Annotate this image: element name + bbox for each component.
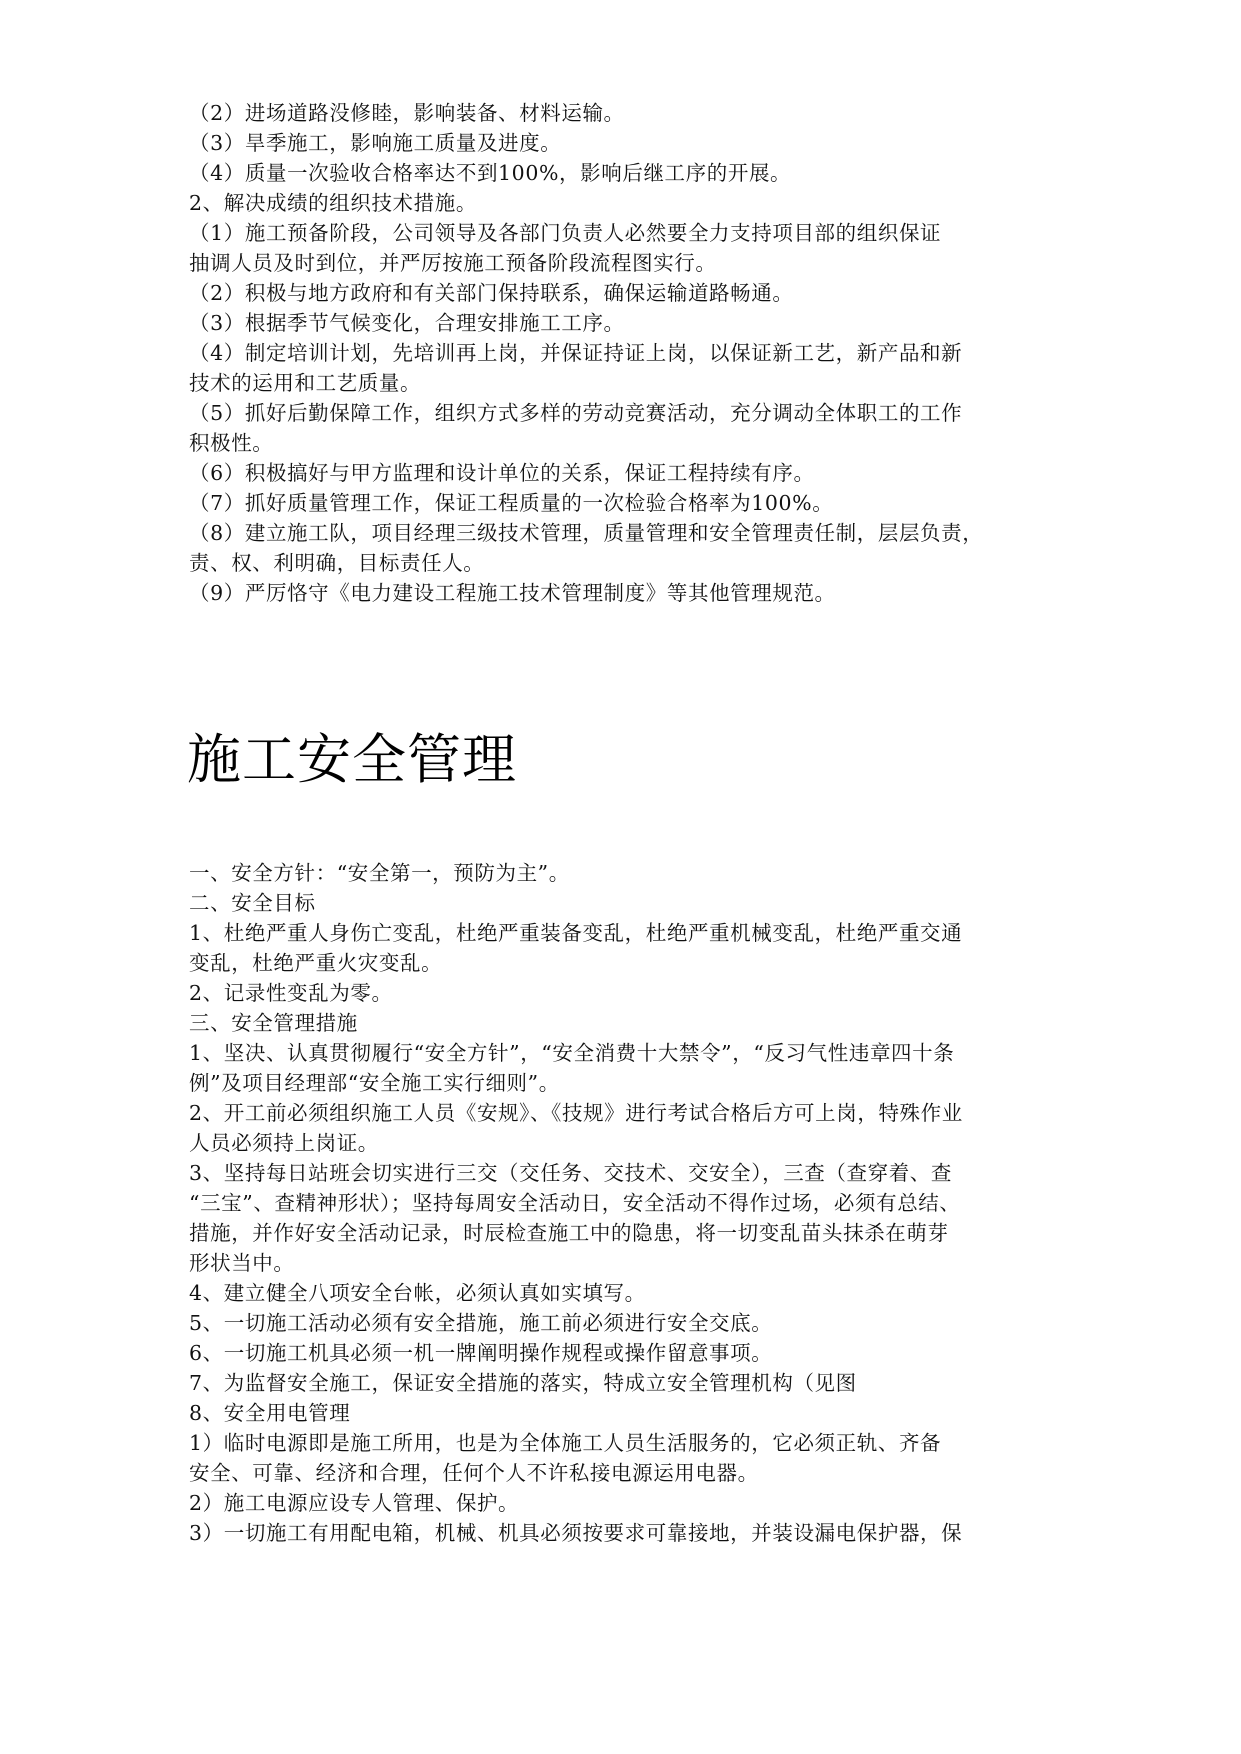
text-line: （1）施工预备阶段，公司领导及各部门负责人必然要全力支持项目部的组织保证 bbox=[189, 221, 942, 245]
text-line: （2）积极与地方政府和有关部门保持联系，确保运输道路畅通。 bbox=[189, 281, 794, 305]
text-line: 积极性。 bbox=[189, 431, 274, 455]
text-line: 6、一切施工机具必须一机一牌阐明操作规程或操作留意事项。 bbox=[189, 1341, 773, 1365]
text-line: （8）建立施工队，项目经理三级技术管理，质量管理和安全管理责任制，层层负责， bbox=[189, 521, 984, 545]
text-section-bottom bbox=[189, 858, 1069, 1548]
text-line: （5）抓好后勤保障工作，组织方式多样的劳动竞赛活动，充分调动全体职工的工作 bbox=[189, 401, 963, 425]
text-line: 措施，并作好安全活动记录，时辰检查施工中的隐患，将一切变乱苗头抹杀在萌芽 bbox=[189, 1221, 949, 1245]
text-section-top bbox=[189, 98, 1069, 608]
text-line: 技术的运用和工艺质量。 bbox=[189, 371, 422, 395]
text-line: 3、坚持每日站班会切实进行三交（交任务、交技术、交安全），三查（查穿着、查 bbox=[189, 1161, 952, 1185]
text-line: 2、开工前必须组织施工人员《安规》、《技规》进行考试合格后方可上岗，特殊作业 bbox=[189, 1101, 963, 1125]
text-line: 4、建立健全八项安全台帐，必须认真如实填写。 bbox=[189, 1281, 646, 1305]
text-line: 责、权、利明确，目标责任人。 bbox=[189, 551, 485, 575]
text-line: 形状当中。 bbox=[189, 1251, 295, 1275]
text-line: 变乱，杜绝严重火灾变乱。 bbox=[189, 951, 443, 975]
text-line: 3）一切施工有用配电箱，机械、机具必须按要求可靠接地，并装设漏电保护器，保 bbox=[189, 1521, 963, 1545]
text-line: （7）抓好质量管理工作，保证工程质量的一次检验合格率为100%。 bbox=[189, 491, 834, 515]
text-line: 安全、可靠、经济和合理，任何个人不许私接电源运用电器。 bbox=[189, 1461, 759, 1485]
text-line: （4）质量一次验收合格率达不到100%，影响后继工序的开展。 bbox=[189, 161, 792, 185]
text-line: 2）施工电源应设专人管理、保护。 bbox=[189, 1491, 520, 1515]
text-line: 7、为监督安全施工，保证安全措施的落实，特成立安全管理机构（见图 bbox=[189, 1371, 857, 1395]
text-line: 1、杜绝严重人身伤亡变乱，杜绝严重装备变乱，杜绝严重机械变乱，杜绝严重交通 bbox=[189, 921, 963, 945]
text-line: 1）临时电源即是施工所用，也是为全体施工人员生活服务的，它必须正轨、齐备 bbox=[189, 1431, 942, 1455]
text-line: 人员必须持上岗证。 bbox=[189, 1131, 379, 1155]
text-line: 二、安全目标 bbox=[189, 891, 316, 915]
section-heading: 施工安全管理 bbox=[187, 728, 517, 791]
text-line: 2、记录性变乱为零。 bbox=[189, 981, 393, 1005]
text-line: 5、一切施工活动必须有安全措施，施工前必须进行安全交底。 bbox=[189, 1311, 773, 1335]
text-line: 2、解决成绩的组织技术措施。 bbox=[189, 191, 477, 215]
text-line: 1、坚决、认真贯彻履行“安全方针”，“安全消费十大禁令”，“反习气性违章四十条 bbox=[189, 1041, 955, 1065]
text-line: 例”及项目经理部“安全施工实行细则”。 bbox=[189, 1071, 560, 1095]
text-line: “三宝”、查精神形状）；坚持每周安全活动日，安全活动不得作过场，必须有总结、 bbox=[189, 1191, 961, 1215]
text-line: 抽调人员及时到位，并严厉按施工预备阶段流程图实行。 bbox=[189, 251, 717, 275]
text-line: （4）制定培训计划，先培训再上岗，并保证持证上岗，以保证新工艺，新产品和新 bbox=[189, 341, 963, 365]
text-line: （9）严厉恪守《电力建设工程施工技术管理制度》等其他管理规范。 bbox=[189, 581, 836, 605]
text-line: 三、安全管理措施 bbox=[189, 1011, 358, 1035]
text-line: 一、安全方针：“安全第一，预防为主”。 bbox=[189, 861, 570, 885]
text-line: 8、安全用电管理 bbox=[189, 1401, 351, 1425]
text-line: （3）旱季施工，影响施工质量及进度。 bbox=[189, 131, 562, 155]
text-line: （3）根据季节气候变化，合理安排施工工序。 bbox=[189, 311, 625, 335]
text-line: （6）积极搞好与甲方监理和设计单位的关系，保证工程持续有序。 bbox=[189, 461, 815, 485]
text-line: （2）进场道路没修睦，影响装备、材料运输。 bbox=[189, 101, 625, 125]
